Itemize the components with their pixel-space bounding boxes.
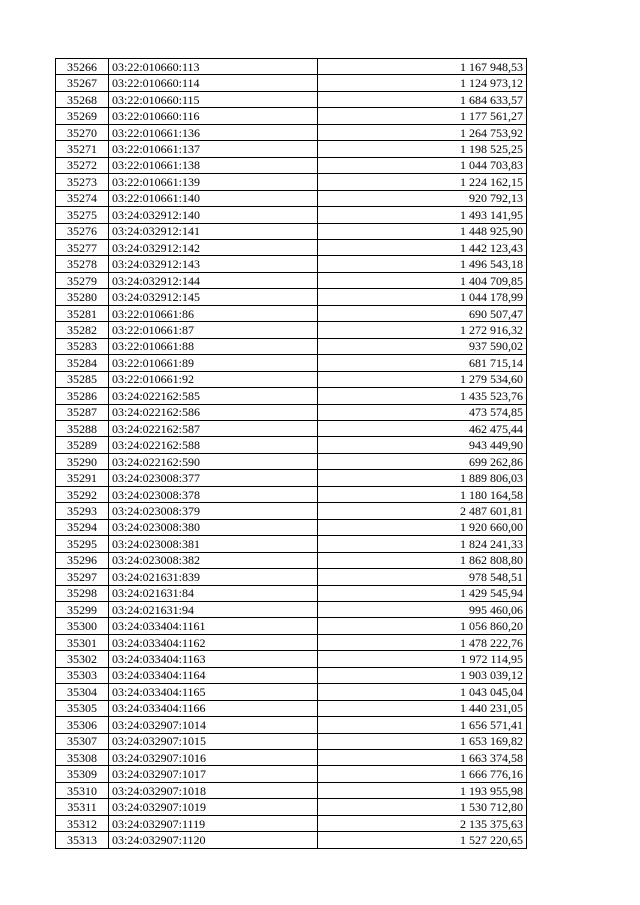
table-row bbox=[56, 124, 527, 140]
value-cell: 1 124 973,12 bbox=[318, 75, 527, 91]
value-cell: 690 507,47 bbox=[318, 305, 527, 321]
value-cell: 1 180 164,58 bbox=[318, 486, 527, 502]
row-number-cell: 35306 bbox=[56, 717, 109, 733]
table-row bbox=[56, 223, 527, 239]
row-number-cell: 35308 bbox=[56, 750, 109, 766]
row-number-cell: 35301 bbox=[56, 634, 109, 650]
cadastral-number-cell: 03:22:010661:86 bbox=[109, 305, 318, 321]
value-cell: 1 044 178,99 bbox=[318, 289, 527, 305]
table-row bbox=[56, 190, 527, 206]
row-number-cell: 35311 bbox=[56, 799, 109, 815]
value-cell: 2 135 375,63 bbox=[318, 815, 527, 831]
cadastral-number-cell: 03:24:032907:1016 bbox=[109, 750, 318, 766]
row-number-cell: 35266 bbox=[56, 59, 109, 75]
table-row bbox=[56, 207, 527, 223]
value-cell: 1 043 045,04 bbox=[318, 684, 527, 700]
row-number-cell: 35305 bbox=[56, 700, 109, 716]
table-row bbox=[56, 782, 527, 798]
table-body bbox=[56, 59, 527, 849]
table-row bbox=[56, 157, 527, 173]
table-row bbox=[56, 750, 527, 766]
row-number-cell: 35289 bbox=[56, 437, 109, 453]
cadastral-number-cell: 03:24:022162:588 bbox=[109, 437, 318, 453]
value-cell: 1 198 525,25 bbox=[318, 141, 527, 157]
row-number-cell: 35296 bbox=[56, 552, 109, 568]
table-row bbox=[56, 667, 527, 683]
cadastral-number-cell: 03:24:032907:1015 bbox=[109, 733, 318, 749]
cadastral-number-cell: 03:24:033404:1165 bbox=[109, 684, 318, 700]
value-cell: 920 792,13 bbox=[318, 190, 527, 206]
cadastral-number-cell: 03:22:010661:92 bbox=[109, 371, 318, 387]
value-cell: 1 404 709,85 bbox=[318, 272, 527, 288]
cadastral-number-cell: 03:24:032907:1019 bbox=[109, 799, 318, 815]
value-cell: 1 862 808,80 bbox=[318, 552, 527, 568]
cadastral-number-cell: 03:24:021631:94 bbox=[109, 601, 318, 617]
value-cell: 1 442 123,43 bbox=[318, 239, 527, 255]
cadastral-number-cell: 03:22:010661:89 bbox=[109, 355, 318, 371]
table-row bbox=[56, 503, 527, 519]
cadastral-number-cell: 03:24:033404:1161 bbox=[109, 618, 318, 634]
row-number-cell: 35309 bbox=[56, 766, 109, 782]
row-number-cell: 35285 bbox=[56, 371, 109, 387]
cadastral-number-cell: 03:22:010661:87 bbox=[109, 322, 318, 338]
value-cell: 699 262,86 bbox=[318, 453, 527, 469]
row-number-cell: 35282 bbox=[56, 322, 109, 338]
table-row bbox=[56, 552, 527, 568]
table-row bbox=[56, 371, 527, 387]
table-row bbox=[56, 174, 527, 190]
value-cell: 943 449,90 bbox=[318, 437, 527, 453]
table-row bbox=[56, 536, 527, 552]
cadastral-number-cell: 03:24:032912:143 bbox=[109, 256, 318, 272]
table-row bbox=[56, 470, 527, 486]
value-cell: 995 460,06 bbox=[318, 601, 527, 617]
table-row bbox=[56, 322, 527, 338]
cadastral-number-cell: 03:24:023008:381 bbox=[109, 536, 318, 552]
table-row bbox=[56, 388, 527, 404]
row-number-cell: 35270 bbox=[56, 124, 109, 140]
cadastral-number-cell: 03:24:021631:839 bbox=[109, 569, 318, 585]
cadastral-number-cell: 03:24:032912:145 bbox=[109, 289, 318, 305]
cadastral-number-cell: 03:22:010660:115 bbox=[109, 91, 318, 107]
cadastral-number-cell: 03:24:023008:378 bbox=[109, 486, 318, 502]
row-number-cell: 35280 bbox=[56, 289, 109, 305]
table-row bbox=[56, 453, 527, 469]
cadastral-number-cell: 03:24:021631:84 bbox=[109, 585, 318, 601]
cadastral-number-cell: 03:22:010661:139 bbox=[109, 174, 318, 190]
row-number-cell: 35307 bbox=[56, 733, 109, 749]
value-cell: 1 493 141,95 bbox=[318, 207, 527, 223]
row-number-cell: 35302 bbox=[56, 651, 109, 667]
table-row bbox=[56, 355, 527, 371]
cadastral-number-cell: 03:22:010661:136 bbox=[109, 124, 318, 140]
table-row bbox=[56, 420, 527, 436]
table-row bbox=[56, 519, 527, 535]
table-row bbox=[56, 569, 527, 585]
row-number-cell: 35283 bbox=[56, 338, 109, 354]
table-row bbox=[56, 289, 527, 305]
row-number-cell: 35303 bbox=[56, 667, 109, 683]
cadastral-number-cell: 03:24:032912:142 bbox=[109, 239, 318, 255]
value-cell: 1 478 222,76 bbox=[318, 634, 527, 650]
cadastral-number-cell: 03:22:010660:116 bbox=[109, 108, 318, 124]
row-number-cell: 35278 bbox=[56, 256, 109, 272]
cadastral-number-cell: 03:24:033404:1163 bbox=[109, 651, 318, 667]
cadastral-number-cell: 03:22:010661:137 bbox=[109, 141, 318, 157]
value-cell: 1 279 534,60 bbox=[318, 371, 527, 387]
table-row bbox=[56, 239, 527, 255]
row-number-cell: 35279 bbox=[56, 272, 109, 288]
table-row bbox=[56, 601, 527, 617]
table-row bbox=[56, 338, 527, 354]
cadastral-number-cell: 03:24:023008:382 bbox=[109, 552, 318, 568]
value-cell: 1 440 231,05 bbox=[318, 700, 527, 716]
table-row bbox=[56, 75, 527, 91]
cadastral-number-cell: 03:24:022162:586 bbox=[109, 404, 318, 420]
row-number-cell: 35297 bbox=[56, 569, 109, 585]
value-cell: 473 574,85 bbox=[318, 404, 527, 420]
cadastral-number-cell: 03:24:022162:590 bbox=[109, 453, 318, 469]
cadastral-number-cell: 03:24:032912:141 bbox=[109, 223, 318, 239]
cadastral-number-cell: 03:24:022162:587 bbox=[109, 420, 318, 436]
value-cell: 2 487 601,81 bbox=[318, 503, 527, 519]
table-row bbox=[56, 651, 527, 667]
value-cell: 1 663 374,58 bbox=[318, 750, 527, 766]
row-number-cell: 35310 bbox=[56, 782, 109, 798]
value-cell: 1 972 114,95 bbox=[318, 651, 527, 667]
table-row bbox=[56, 486, 527, 502]
cadastral-number-cell: 03:24:032912:140 bbox=[109, 207, 318, 223]
row-number-cell: 35276 bbox=[56, 223, 109, 239]
table-row bbox=[56, 91, 527, 107]
value-cell: 1 448 925,90 bbox=[318, 223, 527, 239]
row-number-cell: 35277 bbox=[56, 239, 109, 255]
table-row bbox=[56, 799, 527, 815]
row-number-cell: 35273 bbox=[56, 174, 109, 190]
cadastral-number-cell: 03:24:023008:377 bbox=[109, 470, 318, 486]
value-cell: 1 656 571,41 bbox=[318, 717, 527, 733]
table-row bbox=[56, 256, 527, 272]
cadastral-number-cell: 03:24:033404:1162 bbox=[109, 634, 318, 650]
value-cell: 1 435 523,76 bbox=[318, 388, 527, 404]
value-cell: 1 684 633,57 bbox=[318, 91, 527, 107]
row-number-cell: 35287 bbox=[56, 404, 109, 420]
value-cell: 978 548,51 bbox=[318, 569, 527, 585]
value-cell: 1 527 220,65 bbox=[318, 832, 527, 848]
table-row bbox=[56, 59, 527, 75]
cadastral-number-cell: 03:24:032907:1014 bbox=[109, 717, 318, 733]
table-row bbox=[56, 437, 527, 453]
table-row bbox=[56, 766, 527, 782]
table-row bbox=[56, 404, 527, 420]
table-row bbox=[56, 618, 527, 634]
value-cell: 1 056 860,20 bbox=[318, 618, 527, 634]
table-row bbox=[56, 585, 527, 601]
cadastral-number-cell: 03:24:032907:1017 bbox=[109, 766, 318, 782]
table-row bbox=[56, 684, 527, 700]
row-number-cell: 35293 bbox=[56, 503, 109, 519]
table-row bbox=[56, 634, 527, 650]
cadastral-number-cell: 03:24:033404:1164 bbox=[109, 667, 318, 683]
value-cell: 1 889 806,03 bbox=[318, 470, 527, 486]
cadastral-number-cell: 03:22:010661:88 bbox=[109, 338, 318, 354]
table-row bbox=[56, 717, 527, 733]
table-row bbox=[56, 815, 527, 831]
row-number-cell: 35300 bbox=[56, 618, 109, 634]
value-cell: 1 653 169,82 bbox=[318, 733, 527, 749]
cadastral-number-cell: 03:24:033404:1166 bbox=[109, 700, 318, 716]
row-number-cell: 35291 bbox=[56, 470, 109, 486]
data-table bbox=[55, 58, 527, 849]
row-number-cell: 35268 bbox=[56, 91, 109, 107]
cadastral-number-cell: 03:24:032912:144 bbox=[109, 272, 318, 288]
cadastral-number-cell: 03:24:032907:1119 bbox=[109, 815, 318, 831]
value-cell: 1 177 561,27 bbox=[318, 108, 527, 124]
row-number-cell: 35304 bbox=[56, 684, 109, 700]
row-number-cell: 35275 bbox=[56, 207, 109, 223]
table-row bbox=[56, 832, 527, 848]
cadastral-number-cell: 03:24:032907:1120 bbox=[109, 832, 318, 848]
row-number-cell: 35272 bbox=[56, 157, 109, 173]
row-number-cell: 35312 bbox=[56, 815, 109, 831]
value-cell: 1 824 241,33 bbox=[318, 536, 527, 552]
value-cell: 1 167 948,53 bbox=[318, 59, 527, 75]
row-number-cell: 35267 bbox=[56, 75, 109, 91]
value-cell: 1 496 543,18 bbox=[318, 256, 527, 272]
row-number-cell: 35271 bbox=[56, 141, 109, 157]
value-cell: 1 264 753,92 bbox=[318, 124, 527, 140]
value-cell: 462 475,44 bbox=[318, 420, 527, 436]
table-row bbox=[56, 141, 527, 157]
row-number-cell: 35274 bbox=[56, 190, 109, 206]
row-number-cell: 35292 bbox=[56, 486, 109, 502]
value-cell: 1 224 162,15 bbox=[318, 174, 527, 190]
cadastral-number-cell: 03:24:022162:585 bbox=[109, 388, 318, 404]
row-number-cell: 35294 bbox=[56, 519, 109, 535]
row-number-cell: 35284 bbox=[56, 355, 109, 371]
cadastral-number-cell: 03:24:023008:379 bbox=[109, 503, 318, 519]
cadastral-number-cell: 03:22:010660:113 bbox=[109, 59, 318, 75]
row-number-cell: 35281 bbox=[56, 305, 109, 321]
value-cell: 1 530 712,80 bbox=[318, 799, 527, 815]
value-cell: 681 715,14 bbox=[318, 355, 527, 371]
value-cell: 937 590,02 bbox=[318, 338, 527, 354]
table-row bbox=[56, 108, 527, 124]
cadastral-number-cell: 03:24:032907:1018 bbox=[109, 782, 318, 798]
value-cell: 1 920 660,00 bbox=[318, 519, 527, 535]
value-cell: 1 272 916,32 bbox=[318, 322, 527, 338]
cadastral-number-cell: 03:22:010661:138 bbox=[109, 157, 318, 173]
row-number-cell: 35299 bbox=[56, 601, 109, 617]
row-number-cell: 35269 bbox=[56, 108, 109, 124]
table-row bbox=[56, 272, 527, 288]
value-cell: 1 193 955,98 bbox=[318, 782, 527, 798]
row-number-cell: 35286 bbox=[56, 388, 109, 404]
table-row bbox=[56, 700, 527, 716]
row-number-cell: 35313 bbox=[56, 832, 109, 848]
cadastral-number-cell: 03:24:023008:380 bbox=[109, 519, 318, 535]
value-cell: 1 044 703,83 bbox=[318, 157, 527, 173]
cadastral-number-cell: 03:22:010660:114 bbox=[109, 75, 318, 91]
row-number-cell: 35290 bbox=[56, 453, 109, 469]
table-row bbox=[56, 305, 527, 321]
row-number-cell: 35298 bbox=[56, 585, 109, 601]
cadastral-number-cell: 03:22:010661:140 bbox=[109, 190, 318, 206]
value-cell: 1 903 039,12 bbox=[318, 667, 527, 683]
row-number-cell: 35288 bbox=[56, 420, 109, 436]
value-cell: 1 666 776,16 bbox=[318, 766, 527, 782]
row-number-cell: 35295 bbox=[56, 536, 109, 552]
value-cell: 1 429 545,94 bbox=[318, 585, 527, 601]
table-row bbox=[56, 733, 527, 749]
